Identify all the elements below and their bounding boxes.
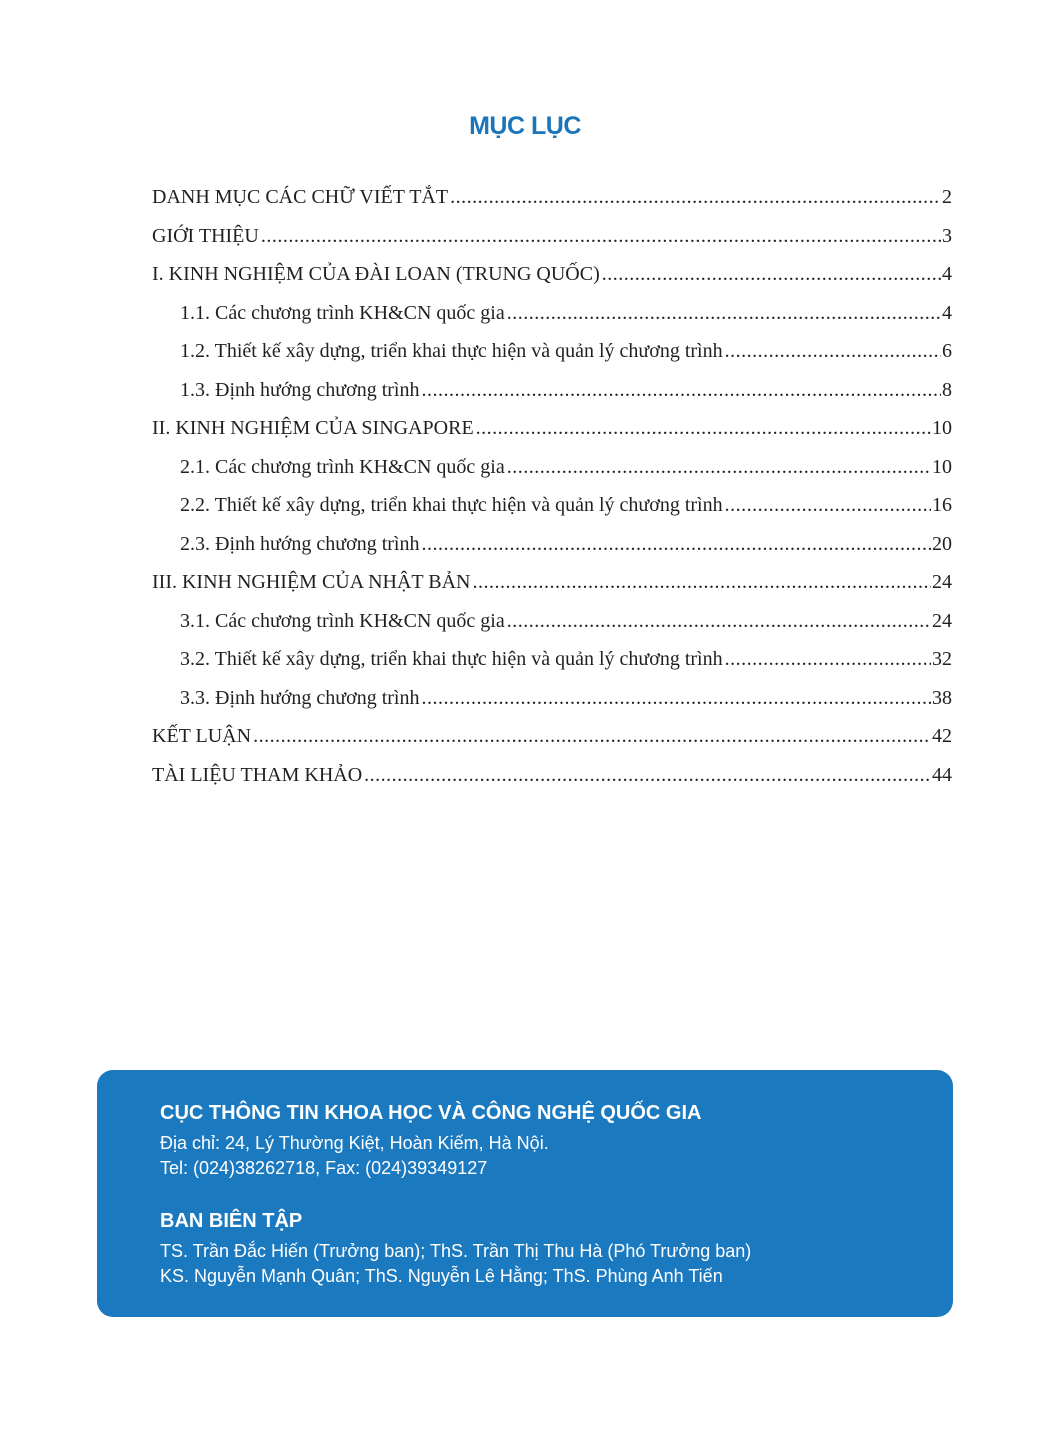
toc-entry-label: I. KINH NGHIỆM CỦA ĐÀI LOAN (TRUNG QUỐC) <box>152 263 600 285</box>
toc-entry-label: 2.1. Các chương trình KH&CN quốc gia <box>180 455 505 478</box>
toc-entry-2-2[interactable] <box>152 494 952 533</box>
toc-entry-page: 38 <box>932 686 952 709</box>
toc-entry-section-japan[interactable] <box>152 571 952 610</box>
toc-entry-label: TÀI LIỆU THAM KHẢO <box>152 763 363 786</box>
toc-leader-dots <box>261 225 941 248</box>
toc-entry-page: 44 <box>932 763 952 786</box>
organization-address: Địa chỉ: 24, Lý Thường Kiệt, Hoàn Kiếm, Hà Nội. <box>160 1133 549 1153</box>
toc-entry-label: II. KINH NGHIỆM CỦA SINGAPORE <box>152 417 474 439</box>
toc-entry-page: 10 <box>932 417 952 439</box>
toc-entry-label: 3.3. Định hướng chương trình <box>180 686 420 709</box>
toc-entry-page: 2 <box>942 186 952 208</box>
toc-leader-dots <box>476 417 931 440</box>
toc-leader-dots <box>602 263 941 286</box>
organization-contact: Tel: (024)38262718, Fax: (024)39349127 <box>160 1158 488 1178</box>
table-of-contents <box>152 186 952 802</box>
toc-entry-label: 1.3. Định hướng chương trình <box>180 378 420 401</box>
editorial-board-heading: BAN BIÊN TẬP <box>160 1210 303 1232</box>
toc-leader-dots <box>725 494 931 517</box>
toc-entry-label: 1.2. Thiết kế xây dựng, triển khai thực hiện và quản lý chương trình <box>180 340 723 362</box>
toc-entry-label: GIỚI THIỆU <box>152 224 259 247</box>
publisher-info-box <box>97 1070 953 1317</box>
toc-entry-page: 32 <box>932 648 952 670</box>
toc-entry-label: 3.2. Thiết kế xây dựng, triển khai thực hiện và quản lý chương trình <box>180 648 723 670</box>
toc-leader-dots <box>421 379 941 402</box>
toc-leader-dots <box>507 610 931 633</box>
toc-entry-page: 16 <box>932 494 952 516</box>
toc-entry-page: 20 <box>932 532 952 555</box>
toc-leader-dots <box>507 302 941 325</box>
toc-leader-dots <box>450 186 941 209</box>
toc-entry-abbreviations[interactable] <box>152 186 952 225</box>
toc-leader-dots <box>253 725 931 748</box>
toc-entry-section-singapore[interactable] <box>152 417 952 456</box>
toc-entry-1-2[interactable] <box>152 340 952 379</box>
toc-entry-references[interactable] <box>152 764 952 803</box>
toc-entry-page: 8 <box>942 378 952 401</box>
page-title: MỤC LỤC <box>469 112 581 140</box>
editorial-board-members: KS. Nguyễn Mạnh Quân; ThS. Nguyễn Lê Hằng; ThS. Phùng Anh Tiến <box>160 1266 723 1286</box>
toc-leader-dots <box>725 648 931 671</box>
toc-entry-3-3[interactable] <box>152 687 952 726</box>
toc-entry-3-1[interactable] <box>152 610 952 649</box>
toc-entry-1-3[interactable] <box>152 379 952 418</box>
toc-entry-page: 4 <box>942 263 952 285</box>
toc-entry-label: 2.2. Thiết kế xây dựng, triển khai thực hiện và quản lý chương trình <box>180 494 723 516</box>
toc-entry-2-1[interactable] <box>152 456 952 495</box>
toc-entry-1-1[interactable] <box>152 302 952 341</box>
toc-entry-label: 1.1. Các chương trình KH&CN quốc gia <box>180 301 505 324</box>
toc-entry-introduction[interactable] <box>152 225 952 264</box>
toc-entry-page: 6 <box>942 340 952 362</box>
toc-leader-dots <box>507 456 931 479</box>
toc-entry-page: 42 <box>932 725 952 747</box>
toc-entry-label: III. KINH NGHIỆM CỦA NHẬT BẢN <box>152 571 471 593</box>
toc-leader-dots <box>421 687 931 710</box>
toc-leader-dots <box>473 571 932 594</box>
toc-entry-label: 3.1. Các chương trình KH&CN quốc gia <box>180 609 505 632</box>
toc-entry-page: 4 <box>942 301 952 324</box>
toc-entry-section-taiwan[interactable] <box>152 263 952 302</box>
toc-entry-3-2[interactable] <box>152 648 952 687</box>
toc-leader-dots <box>725 340 941 363</box>
toc-entry-label: DANH MỤC CÁC CHỮ VIẾT TẮT <box>152 186 449 208</box>
editorial-board-members: TS. Trần Đắc Hiến (Trưởng ban); ThS. Trần Thị Thu Hà (Phó Trưởng ban) <box>160 1241 752 1261</box>
toc-entry-label: 2.3. Định hướng chương trình <box>180 532 420 555</box>
toc-leader-dots <box>421 533 931 556</box>
organization-name: CỤC THÔNG TIN KHOA HỌC VÀ CÔNG NGHỆ QUỐC GIA <box>160 1102 702 1124</box>
toc-entry-2-3[interactable] <box>152 533 952 572</box>
toc-entry-page: 24 <box>932 609 952 632</box>
toc-entry-label: KẾT LUẬN <box>152 725 252 747</box>
toc-entry-page: 3 <box>942 224 952 247</box>
toc-entry-conclusion[interactable] <box>152 725 952 764</box>
toc-leader-dots <box>364 764 931 787</box>
toc-entry-page: 10 <box>932 455 952 478</box>
toc-entry-page: 24 <box>932 571 952 593</box>
